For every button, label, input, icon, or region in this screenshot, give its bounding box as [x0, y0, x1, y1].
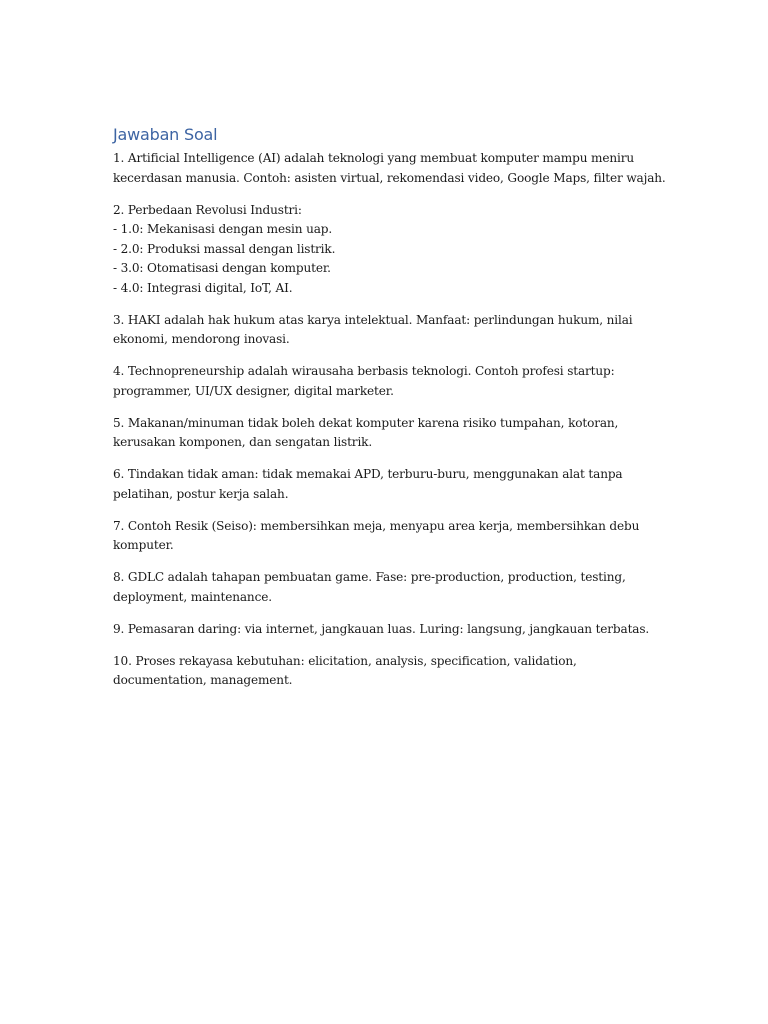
answer-line: kerusakan komponen, dan sengatan listrik. — [113, 435, 373, 449]
answer-4 — [113, 362, 658, 401]
answer-8 — [113, 568, 658, 607]
answer-line: 7. Contoh Resik (Seiso): membersihkan meja, menyapu area kerja, membersihkan debu — [113, 518, 640, 533]
answer-line: 5. Makanan/minuman tidak boleh dekat komputer karena risiko tumpahan, kotoran, — [113, 415, 619, 430]
answer-line: 3. HAKI adalah hak hukum atas karya intelektual. Manfaat: perlindungan hukum, nilai — [113, 312, 633, 327]
answer-line: 8. GDLC adalah tahapan pembuatan game. Fase: pre-production, production, testing, — [113, 570, 626, 584]
answer-10 — [113, 652, 658, 691]
answer-2 — [113, 201, 658, 299]
answer-list-item: - 1.0: Mekanisasi dengan mesin uap. — [113, 222, 333, 236]
answer-list-item: - 2.0: Produksi massal dengan listrik. — [113, 241, 336, 256]
document-title: Jawaban Soal — [113, 125, 218, 144]
answer-9 — [113, 620, 658, 640]
answer-6 — [113, 465, 658, 504]
answer-1 — [113, 149, 666, 188]
answer-line: kecerdasan manusia. Contoh: asisten virtual, rekomendasi video, Google Maps, filter wajah. — [113, 170, 666, 185]
answer-line: 6. Tindakan tidak aman: tidak memakai APD, terburu-buru, menggunakan alat tanpa — [113, 467, 623, 481]
answer-line: 1. Artificial Intelligence (AI) adalah teknologi yang membuat komputer mampu meniru — [113, 151, 634, 165]
answer-3 — [113, 311, 658, 350]
answer-line: 4. Technopreneurship adalah wirausaha berbasis teknologi. Contoh profesi startup: — [113, 364, 615, 378]
answer-line: programmer, UI/UX designer, digital marketer. — [113, 383, 394, 398]
answer-line: komputer. — [113, 538, 174, 552]
answer-line: pelatihan, postur kerja salah. — [113, 486, 289, 501]
document-body — [113, 124, 666, 703]
answer-line: 2. Perbedaan Revolusi Industri: — [113, 202, 302, 217]
answer-line: 10. Proses rekayasa kebutuhan: elicitation, analysis, specification, validation, — [113, 653, 577, 668]
answer-line: documentation, management. — [113, 673, 293, 687]
answer-line: 9. Pemasaran daring: via internet, jangkauan luas. Luring: langsung, jangkauan terbatas. — [113, 621, 650, 636]
answer-list-item: - 3.0: Otomatisasi dengan komputer. — [113, 261, 331, 275]
answer-line: deployment, maintenance. — [113, 589, 272, 604]
answer-line: ekonomi, mendorong inovasi. — [113, 332, 290, 346]
answer-list-item: - 4.0: Integrasi digital, IoT, AI. — [113, 280, 293, 295]
answer-5 — [113, 414, 658, 453]
answer-7 — [113, 517, 658, 556]
